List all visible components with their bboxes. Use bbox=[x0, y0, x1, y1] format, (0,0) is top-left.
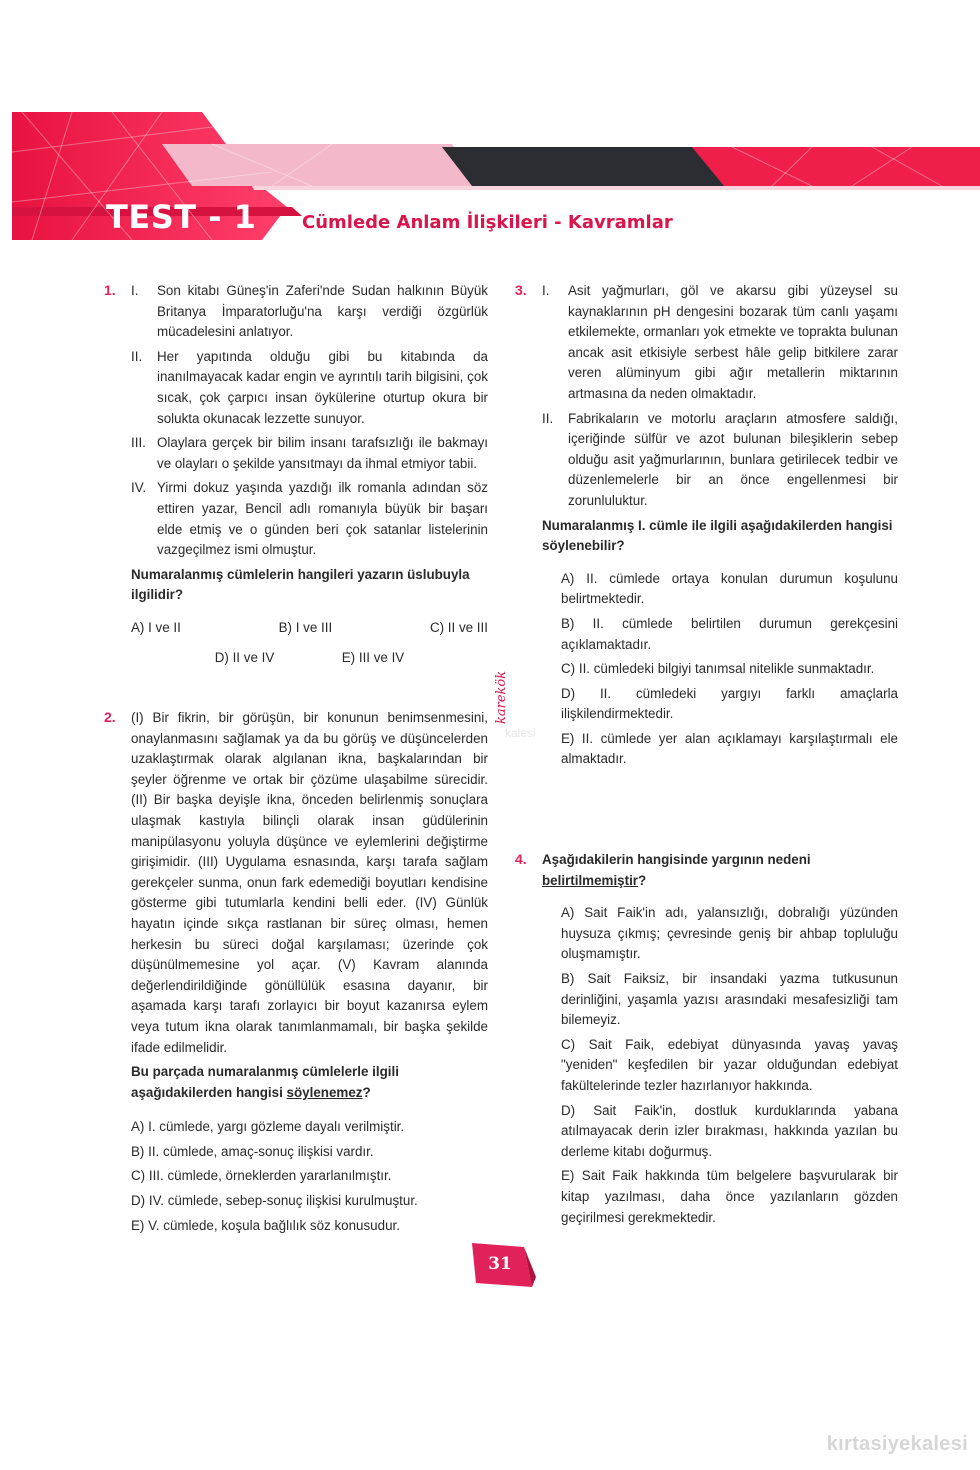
page-number: 31 bbox=[488, 1254, 512, 1274]
q1-item-3: III. Olaylara gerçek bir bilim insanı tarafsızlığı ile bakmayı ve olayları o şekilde yansıtmayı da ihmal etmiyor tabii. bbox=[131, 435, 488, 471]
watermark-small: kalesi bbox=[505, 726, 536, 740]
q3-option-c[interactable]: C) II. cümledeki bilgiyi tanımsal nitelikle sunmaktadır. bbox=[561, 661, 875, 677]
q4-option-a[interactable]: A) Sait Faik'in adı, yalansızlığı, dobralığı yüzünden huysuza çıkmış; çevresinde geniş bir ahbap topluluğu oluşmamıştır. bbox=[561, 905, 898, 962]
q1-item-2: II. Her yapıtında olduğu gibi bu kitabında da inanılmayacak kadar engin ve ayrıntılı tarih bilgisini, çok sıcak, çok çarpıcı insan öykülerine oturtup okura bir solukta okunacak lezzette sunuyor. bbox=[131, 348, 488, 426]
question-3 bbox=[542, 281, 898, 770]
q1-prompt: Numaralanmış cümlelerin hangileri yazarın üslubuyla ilgilidir? bbox=[131, 566, 470, 603]
q3-item-2: II. Fabrikaların ve motorlu araçların atmosfere saldığı, içeriğinde sülfür ve azot bulunan bileşiklerin sebep olduğu asit yağmurlarının, bunlara getirilecek tedbir ve düzenlemelerle bir an önce engellenmesi bir zorunluluktur. bbox=[542, 410, 898, 508]
question-2 bbox=[131, 708, 488, 1238]
q2-option-a[interactable]: A) I. cümlede, yargı gözleme dayalı verilmiştir. bbox=[131, 1119, 405, 1135]
question-4 bbox=[542, 850, 898, 1228]
q3-option-d[interactable]: D) II. cümledeki yargıyı farklı amaçlarla ilişkilendirmektedir. bbox=[561, 685, 898, 722]
test-label: TEST - 1 bbox=[106, 198, 257, 236]
question-1-number: 1. bbox=[104, 282, 116, 298]
q1-option-d[interactable]: D) II ve IV bbox=[214, 649, 275, 665]
q1-option-b[interactable]: B) I ve III bbox=[278, 619, 333, 635]
question-2-number: 2. bbox=[104, 709, 116, 725]
q1-item-1: I. Son kitabı Güneş'in Zaferi'nde Sudan halkının Büyük Britanya İmparatorluğu'na karşı verdiği özgürlük mücadelesini anlatıyor. bbox=[131, 283, 488, 340]
q2-passage: (I) Bir fikrin, bir görüşün, bir konunun benimsenmesini, onaylanmasını sağlamak ya da bu görüş ve düşüncelerden uzaklaştırmak olarak algılanan ikna, başkalarından bir şeyler öğrenme ve ortak bir çözüme ulaşabilme sürecidir. (II) Bir başka deyişle ikna, önceden belirlenmiş sonuçlara ulaşmak kastıyla bilinçli olarak insan güdülerinin manipülasyonu yoluyla düşünce ve eylemlerini değiştirme girişimidir. (III) Uygulama esnasında, karşı tarafa sağlam gerekçeler sunma, onun fark edemediği boyutları kendisine gösterme gibi tutumlarla kendini belli eder. (IV) Günlük hayatın içinde sıkça rastlanan bir süreç olması, hemen herkesin bu süreci doğal karşılaması; üzerinde çok düşünülmemesine yol açar. (V) Kavram alanında değerlendirildiğinde gönüllülük esasına dayanır, bir aşamada karşı tarafı zorlayıcı bir boyut kazanırsa eylem veya tutum ikna olarak tanımlanmamalı, bir başka şekilde ifade edilmelidir. bbox=[131, 710, 488, 1055]
page-subtitle: Cümlede Anlam İlişkileri - Kavramlar bbox=[302, 212, 673, 233]
q4-options bbox=[542, 903, 898, 1228]
q2-prompt: Bu parçada numaralanmış cümlelerle ilgili aşağıdakilerden hangisi söylenemez? bbox=[131, 1064, 399, 1100]
question-3-number: 3. bbox=[515, 282, 527, 298]
side-label: karekök bbox=[494, 670, 509, 724]
q2-options bbox=[131, 1115, 488, 1238]
q1-option-c[interactable]: C) II ve III bbox=[429, 619, 488, 635]
question-1 bbox=[131, 281, 488, 668]
q4-option-e[interactable]: E) Sait Faik hakkında tüm belgelere başvurularak bir kitap yazılması, daha önce yazılanların gözden geçirilmesi gerekmektedir. bbox=[561, 1168, 898, 1225]
q1-options-row-1 bbox=[131, 618, 488, 639]
q3-option-b[interactable]: B) II. cümlede belirtilen durumun gerekçesini açıklamaktadır. bbox=[561, 615, 898, 652]
q3-item-1: I. Asit yağmurları, göl ve akarsu gibi yüzeysel su kaynaklarının pH dengesini bozarak tüm canlı yaşamı etkilemekte, ormanları yok etmekte ve toprakta bulunan ancak asit etkisiyle serbest hâle gelip bitkilere zarar veren alüminyum gibi ağır metallerin miktarının artmasına da neden olmaktadır. bbox=[542, 283, 898, 401]
q3-options bbox=[542, 569, 898, 770]
q4-option-c[interactable]: C) Sait Faik, edebiyat dünyasında yavaş yavaş "yeniden" keşfedilen bir yazar olduğundan edebiyat fakültelerinde tezler hazırlanıyor hakkında. bbox=[561, 1036, 898, 1093]
q1-option-a[interactable]: A) I ve II bbox=[131, 619, 181, 635]
q4-option-d[interactable]: D) Sait Faik'in, dostluk kurduklarında yabana atılmayacak derin izler bırakması, hakkında yazılan bu derleme kitabı doğurmuş. bbox=[561, 1102, 898, 1159]
footer-watermark: kırtasiyekalesi bbox=[826, 1433, 968, 1455]
q4-option-b[interactable]: B) Sait Faiksiz, bir insandaki yazma tutkusunun derinliğini, yaşamla yazısı arasındaki mesafesizliği tam bilemeyiz. bbox=[561, 970, 898, 1028]
q3-option-e[interactable]: E) II. cümlede yer alan açıklamayı karşılaştırmalı ele almaktadır. bbox=[561, 730, 898, 767]
q3-option-a[interactable]: A) II. cümlede ortaya konulan durumun koşulunu belirtmektedir. bbox=[561, 570, 898, 607]
q1-options-row-2 bbox=[131, 648, 488, 669]
q1-option-e[interactable]: E) III ve IV bbox=[341, 649, 405, 665]
q2-option-c[interactable]: C) III. cümlede, örneklerden yararlanılmıştır. bbox=[131, 1168, 392, 1184]
q1-item-4: IV. Yirmi dokuz yaşında yazdığı ilk romanla adından söz ettiren yazar, Bencil adlı romanıyla büyük bir başarı elde etmiş ve o günden beri çok satanlar listelerinin vazgeçilmez ismi olmuştur. bbox=[131, 480, 488, 558]
q3-prompt: Numaralanmış I. cümle ile ilgili aşağıdakilerden hangisi söylenebilir? bbox=[542, 517, 893, 554]
q4-prompt: Aşağıdakilerin hangisinde yargının nedeni belirtilmemiştir? bbox=[542, 852, 811, 888]
q2-option-d[interactable]: D) IV. cümlede, sebep-sonuç ilişkisi kurulmuştur. bbox=[131, 1193, 418, 1209]
question-4-number: 4. bbox=[515, 851, 527, 867]
q2-option-e[interactable]: E) V. cümlede, koşula bağlılık söz konusudur. bbox=[131, 1217, 400, 1233]
q2-option-b[interactable]: B) II. cümlede, amaç-sonuç ilişkisi vardır. bbox=[131, 1143, 374, 1159]
